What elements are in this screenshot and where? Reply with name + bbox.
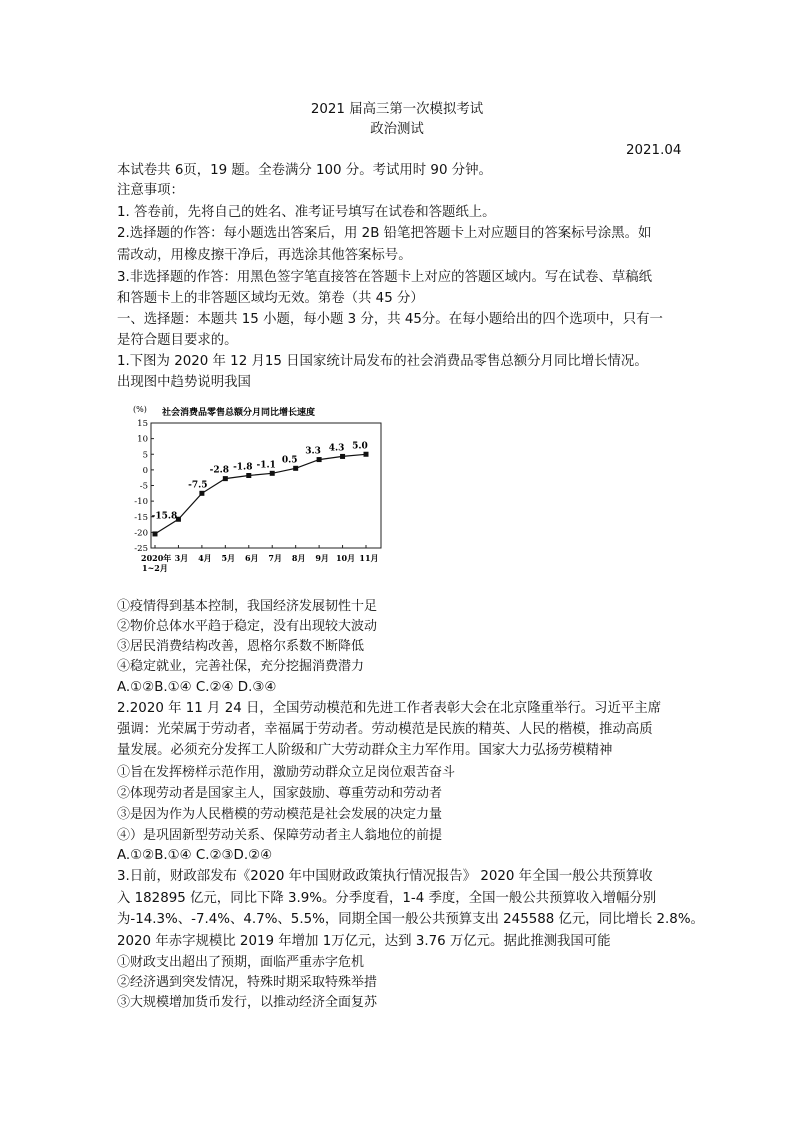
chart-title: 社会消费品零售总额分月同比增长速度 (162, 408, 316, 418)
y-axis-unit: (%) (133, 405, 147, 414)
data-label: -2.8 (209, 465, 230, 476)
question-1-option-2: ②物价总体水平趋于稳定，没有出现较大波动 (117, 619, 378, 634)
question-2-option-1: ①旨在发挥榜样示范作用，激励劳动群众立足岗位艰苦奋斗 (117, 765, 456, 780)
data-label: 4.3 (328, 443, 345, 454)
question-2-stem-b: 强调：光荣属于劳动者，幸福属于劳动者。劳动模范是民族的精英、人民的楷模，推动高质 (117, 722, 653, 737)
question-1-stem-b: 出现图中趋势说明我国 (117, 375, 251, 390)
notice-item-3b: 和答题卡上的非答题区域均无效。第卷（共 45 分） (117, 291, 424, 306)
data-label: 0.5 (281, 455, 298, 466)
plot-frame (151, 423, 381, 548)
data-label: -7.5 (188, 480, 208, 491)
exam-subtitle: 政治测试 (370, 122, 424, 137)
data-point (153, 531, 158, 536)
data-label: -15.8 (151, 511, 178, 522)
y-tick-label: -15 (134, 512, 148, 523)
question-3-stem-b: 入 182895 亿元，同比下降 3.9%。分季度看，1-4 季度，全国一般公共预算收入增幅分别 (117, 891, 657, 906)
y-tick-label: 0 (142, 465, 148, 476)
question-3-option-1: ①财政支出超出了预期，面临严重赤字危机 (117, 955, 365, 970)
question-1-option-1: ①疫情得到基本控制，我国经济发展韧性十足 (117, 599, 378, 614)
x-tick-label: 1~2月 (142, 563, 168, 573)
question-3-option-2: ②经济遇到突发情况，特殊时期采取特殊举措 (117, 975, 378, 990)
intro-line: 本试卷共 6页，19 题。全卷满分 100 分。考试用时 90 分钟。 (117, 163, 492, 178)
question-3-stem-c: 为-14.3%、-7.4%、4.7%、5.5%，同期全国一般公共预算支出 245588 亿元，同比增长 2.8%。 (117, 912, 704, 927)
question-3-stem-a: 3.日前，财政部发布《2020 年中国财政政策执行情况报告》 2020 年全国一般公共预算收 (117, 869, 653, 884)
question-2-stem-a: 2.2020 年 11 月 24 日，全国劳动模范和先进工作者表彰大会在北京隆重举行。习近平主席 (117, 701, 662, 716)
notice-item-3a: 3.非选择题的作答：用黑色签字笔直接答在答题卡上对应的答题区域内。写在试卷、草稿纸 (117, 270, 653, 285)
data-point (199, 491, 204, 496)
question-1-option-3: ③居民消费结构改善，恩格尔系数不断降低 (117, 639, 365, 654)
x-tick-label: 4月 (198, 553, 212, 563)
x-tick-label: 5月 (221, 553, 236, 563)
x-tick-label: 6月 (244, 553, 259, 563)
question-1-stem-a: 1.下图为 2020 年 12 月15 日国家统计局发布的社会消费品零售总额分月同比增长情况。 (117, 354, 648, 369)
data-label: -1.1 (256, 460, 276, 471)
y-tick-label: 10 (137, 434, 148, 445)
notice-item-2a: 2.选择题的作答：每小题选出答案后，用 2B 铅笔把答题卡上对应题目的答案标号涂黑。如 (117, 226, 652, 241)
exam-date: 2021.04 (626, 143, 682, 158)
question-2-option-3: ③是因为作为人民楷模的劳动模范是社会发展的决定力量 (117, 807, 443, 822)
x-tick-label: 8月 (291, 553, 306, 563)
section-heading-a: 一、选择题：本题共 15 小题，每小题 3 分，共 45分。在每小题给出的四个选项中，只有一 (117, 312, 663, 327)
x-tick-label: 2020年 (141, 553, 172, 563)
section-heading-b: 是符合题目要求的。 (117, 333, 238, 348)
data-point (340, 454, 345, 459)
question-2-stem-c: 量发展。必须充分发挥工人阶级和广大劳动群众主力军作用。国家大力弘扬劳模精神 (117, 743, 613, 758)
y-tick-label: -25 (134, 544, 148, 554)
question-3-option-3: ③大规模增加货币发行，以推动经济全面复苏 (117, 995, 378, 1010)
data-label: -1.8 (233, 462, 253, 473)
x-tick-label: 10月 (335, 553, 356, 563)
data-point (364, 452, 369, 457)
question-1-option-4: ④稳定就业，完善社保，充分挖掘消费潜力 (117, 659, 365, 674)
y-tick-label: -20 (134, 528, 148, 539)
notice-item-1: 1. 答卷前，先将自己的姓名、准考证号填写在试卷和答题纸上。 (117, 205, 496, 220)
data-point (246, 473, 251, 478)
data-label: 5.0 (352, 441, 368, 452)
y-tick-label: -5 (139, 481, 148, 492)
notice-title: 注意事项： (117, 183, 184, 198)
x-tick-label: 3月 (174, 553, 189, 563)
question-1-choices: A.①②B.①④ C.②④ D.③④ (117, 680, 277, 695)
data-point (270, 471, 275, 476)
notice-item-2b: 需改动，用橡皮擦干净后，再选涂其他答案标号。 (117, 248, 412, 263)
y-tick-label: -10 (134, 497, 148, 508)
y-tick-label: 15 (137, 419, 148, 429)
data-point (223, 476, 228, 481)
y-tick-label: 5 (142, 450, 148, 461)
data-point (293, 466, 298, 471)
question-2-option-2: ②体现劳动者是国家主人，国家鼓励、尊重劳动和劳动者 (117, 786, 443, 801)
data-point (317, 457, 322, 462)
question-2-option-4: ④）是巩固新型劳动关系、保障劳动者主人翁地位的前提 (117, 828, 443, 843)
data-label: 3.3 (305, 446, 321, 457)
question-3-stem-d: 2020 年赤字规模比 2019 年增加 1万亿元，达到 3.76 万亿元。据此推测我国可能 (117, 934, 611, 949)
question-2-choices: A.①②B.①④ C.②③D.②④ (117, 848, 273, 863)
x-tick-label: 11月 (359, 553, 379, 563)
x-tick-label: 9月 (315, 553, 329, 563)
x-tick-label: 7月 (268, 553, 283, 563)
retail-sales-chart (128, 398, 390, 584)
exam-title: 2021 届高三第一次模拟考试 (310, 102, 484, 117)
